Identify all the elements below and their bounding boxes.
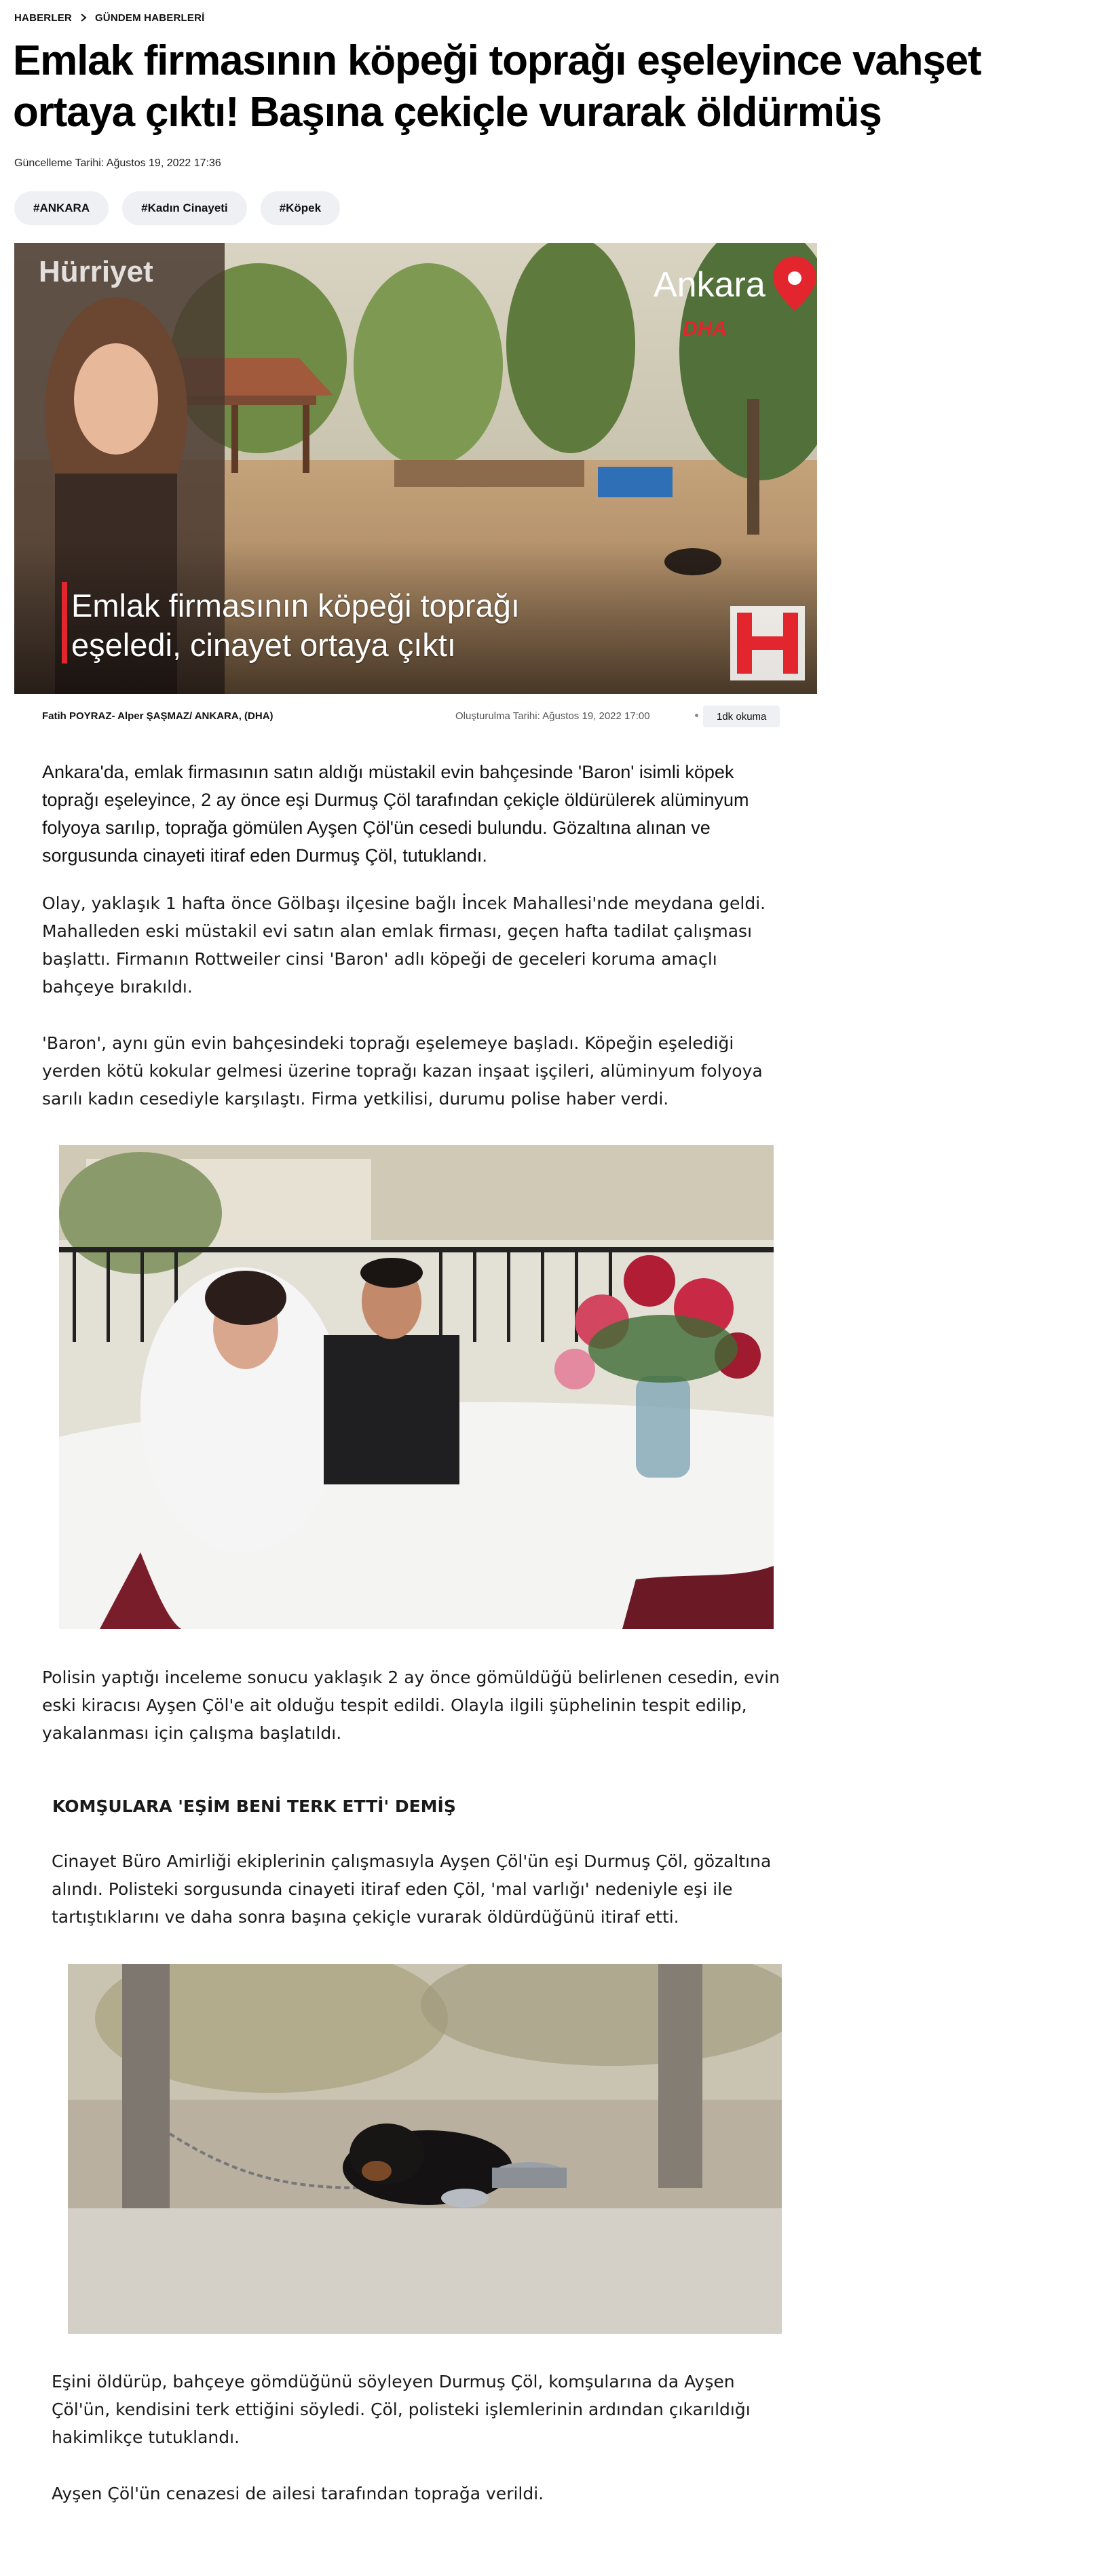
- created-date: Oluşturulma Tarihi: Ağustos 19, 2022 17:00: [455, 710, 650, 722]
- breadcrumb: [14, 9, 204, 26]
- video-player[interactable]: [14, 243, 817, 694]
- tag-kopek[interactable]: #Köpek: [261, 191, 340, 225]
- article-paragraph-4: Cinayet Büro Amirliği ekiplerinin çalışmasıyla Ayşen Çöl'ün eşi Durmuş Çöl, gözaltına alındı. Polisteki sorgusunda cinayeti itiraf eden Çöl, 'mal varlığı' nedeniyle eşi ile tartıştıklarını ve daha sonra başına çekiçle vurarak öldürdüğünü itiraf etti.: [52, 1851, 772, 1927]
- video-agency: DHA: [683, 318, 727, 340]
- article-lead: Ankara'da, emlak firmasının satın aldığı müstakil evin bahçesinde 'Baron' isimli köpek toprağı eşeleyince, 2 ay önce eşi Durmuş Çöl tarafından çekiçle öldürülerek alüminyum folyoya sarılıp, toprağa gömülen Ayşen Çöl'ün cesedi bulundu. Gözaltına alınan ve sorgusunda cinayeti itiraf eden Durmuş Çöl, tutuklandı.: [42, 762, 749, 866]
- article-photo-wedding: [59, 1145, 774, 1629]
- breadcrumb-item-agenda[interactable]: GÜNDEM HABERLERİ: [94, 12, 205, 24]
- separator-dot: [695, 714, 698, 717]
- article-paragraph-2: 'Baron', aynı gün evin bahçesindeki toprağı eşelemeye başladı. Köpeğin eşelediği yerden kötü kokular gelmesi üzerine toprağı kazan inşaat işçileri, alüminyum folyoya sarılı kadın cesediyle karşılaştı. Firma yetkilisi, durumu polise haber verdi.: [42, 1033, 763, 1109]
- read-time-badge: 1dk okuma: [703, 706, 780, 727]
- video-channel-logo: Hürriyet: [39, 255, 153, 288]
- article-paragraph-5: Eşini öldürüp, bahçeye gömdüğünü söyleyen Durmuş Çöl, komşularına da Ayşen Çöl'ün, kendisini terk ettiğini söyledi. Çöl, polisteki işlemlerinin ardından çıkarıldığı hakimlikçe tutuklandı.: [52, 2372, 751, 2447]
- article-paragraph-6: Ayşen Çöl'ün cenazesi de ailesi tarafından toprağa verildi.: [52, 2484, 544, 2503]
- author-byline: Fatih POYRAZ- Alper ŞAŞMAZ/ ANKARA, (DHA): [42, 710, 273, 722]
- article-meta: [14, 696, 835, 735]
- video-location: Ankara: [654, 265, 766, 305]
- page-title: Emlak firmasının köpeği toprağı eşeleyince vahşet ortaya çıktı! Başına çekiçle vurarak öldürmüş: [13, 37, 981, 136]
- article-paragraph-3: Polisin yaptığı inceleme sonucu yaklaşık 2 ay önce gömüldüğü belirlenen cesedin, evin eski kiracısı Ayşen Çöl'e ait olduğu tespit edildi. Olayla ilgili şüphelinin tespit edilip, yakalanması için çalışma başlatıldı.: [42, 1668, 780, 1743]
- section-heading: KOMŞULARA 'EŞİM BENİ TERK ETTİ' DEMİŞ: [52, 1796, 456, 1816]
- tag-list: [14, 191, 340, 225]
- hurriyet-logo-icon: [730, 606, 805, 680]
- tag-kadin-cinayeti[interactable]: #Kadın Cinayeti: [122, 191, 247, 225]
- article-paragraph-1: Olay, yaklaşık 1 hafta önce Gölbaşı ilçesine bağlı İncek Mahallesi'nde meydana geldi. Mahalleden eski müstakil evi satın alan emlak firması, geçen hafta tadilat çalışması başlattı. Firmanın Rottweiler cinsi 'Baron' adlı köpeği de geceleri koruma amaçlı bahçeye bırakıldı.: [42, 893, 766, 997]
- video-caption: Emlak firmasının köpeği toprağı eşeledi, cinayet ortaya çıktı: [71, 588, 520, 663]
- updated-date: Güncelleme Tarihi: Ağustos 19, 2022 17:36: [14, 157, 221, 169]
- article-photo-dog: [68, 1964, 782, 2334]
- tag-ankara[interactable]: #ANKARA: [14, 191, 109, 225]
- chevron-right-icon: [79, 13, 88, 22]
- breadcrumb-item-news[interactable]: HABERLER: [14, 12, 72, 24]
